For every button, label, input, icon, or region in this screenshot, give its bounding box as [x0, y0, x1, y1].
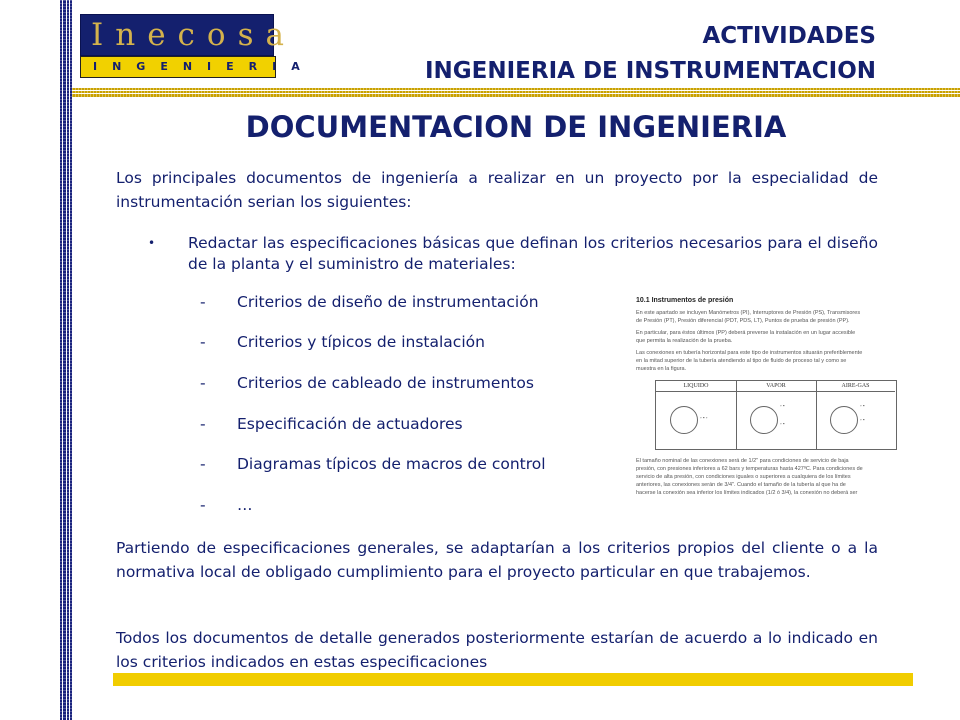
tap-marker-icon: ▫ ▪ [860, 417, 865, 422]
tap-marker-icon: ▫ ▪ ▫ [700, 415, 708, 420]
doc-column-header: AIRE-GAS [816, 382, 895, 392]
pipe-section-icon [750, 406, 778, 434]
paragraph-detail-documents: Todos los documentos de detalle generados posteriormente estarían de acuerdo a lo indicado en los criterios indicados en estas especificaciones [116, 629, 878, 671]
sub-item-text: Diagramas típicos de macros de control [237, 455, 546, 473]
doc-excerpt-line: servicio de alta presión, con condiciones iguales o superiores a cualquiera de los límites [636, 474, 851, 480]
doc-excerpt-connection-table [655, 380, 897, 450]
tap-marker-icon: ▫ ▪ [780, 421, 785, 426]
sub-item-text: Criterios de cableado de instrumentos [237, 374, 534, 392]
tap-marker-icon: ▫ ▪ [780, 403, 785, 408]
doc-excerpt-line: presión, con presiones inferiores a 62 bars y temperaturas hasta 427ºC. Para condiciones de [636, 466, 863, 472]
sub-item-text: … [237, 496, 253, 514]
tap-marker-icon: ▫ ▪ [860, 403, 865, 408]
doc-column-aire-gas [816, 381, 895, 449]
doc-column-vapor [736, 381, 817, 449]
header-title-line2: INGENIERIA DE INSTRUMENTACION [424, 58, 876, 84]
doc-excerpt-line: en la mitad superior de la tubería atendiendo al tipo de fluido de proceso tal y como se [636, 358, 847, 364]
header-title-line1: ACTIVIDADES [702, 23, 876, 49]
left-decorative-stripes [60, 0, 72, 720]
sub-item-text: Criterios de diseño de instrumentación [237, 293, 539, 311]
doc-excerpt-line: de Presión (PT), Presión diferencial (PDT, PDS, LT), Puntos de prueba de presión (PP). [636, 318, 850, 324]
sub-item-text: Especificación de actuadores [237, 415, 463, 433]
logo-top-panel [80, 14, 296, 56]
doc-excerpt-line: que permita la realización de la prueba. [636, 338, 733, 344]
page-title: DOCUMENTACION DE INGENIERIA [245, 110, 787, 144]
sub-item-dash: - [200, 293, 206, 311]
sub-item-dash: - [200, 455, 206, 473]
sub-item-dash: - [200, 374, 206, 392]
logo-subtitle-panel [80, 56, 315, 78]
pipe-section-icon [830, 406, 858, 434]
doc-column-header: LIQUIDO [656, 382, 736, 392]
bullet-marker: • [148, 236, 156, 250]
doc-excerpt-line: El tamaño nominal de las conexiones será de 1/2" para condiciones de servicio de baja [636, 458, 849, 464]
doc-excerpt-line: muestra en la figura. [636, 366, 687, 372]
document-excerpt-image [620, 292, 900, 508]
doc-excerpt-heading: 10.1 Instrumentos de presión [636, 297, 734, 304]
sub-item-dash: - [200, 333, 206, 351]
bullet-text: Redactar las especificaciones básicas que definan los criterios necesarios para el diseño de la planta y el suministro de materiales: [188, 234, 878, 273]
logo-subtitle: INGENIERIA [93, 60, 315, 73]
intro-paragraph: Los principales documentos de ingeniería a realizar en un proyecto por la especialidad de instrumentación serian los siguientes: [116, 169, 878, 211]
doc-excerpt-line: En particular, para éstos últimos (PP) deberá preverse la instalación en un lugar accesible [636, 330, 856, 336]
inecosa-logo [80, 14, 315, 76]
paragraph-adaptation: Partiendo de especificaciones generales, se adaptarían a los criterios propios del cliente o a la normativa local de obligado cumplimiento para el proyecto particular en que trabajemos. [116, 539, 878, 581]
pipe-section-icon [670, 406, 698, 434]
sub-item-dash: - [200, 415, 206, 433]
doc-excerpt-line: En este apartado se incluyen Manómetros (PI), Interruptores de Presión (PS), Transmisores [636, 310, 861, 316]
logo-name: Inecosa [91, 17, 296, 53]
doc-excerpt-line: hacerse la conexión sea inferior los límites indicados (1/2 ó 3/4), la conexión no deberá ser [636, 490, 858, 496]
footer-bar [113, 673, 913, 686]
doc-excerpt-line: anteriores, las conexiones serán de 3/4". Cuando el tamaño de la tubería al que ha de [636, 482, 846, 488]
sub-item-dash: - [200, 496, 206, 514]
header-divider-stripes [72, 88, 960, 97]
doc-excerpt-line: Las conexiones en tubería horizontal para este tipo de instrumentos situarán preferiblemente [636, 350, 863, 356]
sub-item-text: Criterios y típicos de instalación [237, 333, 485, 351]
doc-column-header: VAPOR [736, 382, 816, 392]
doc-column-liquido [656, 381, 737, 449]
